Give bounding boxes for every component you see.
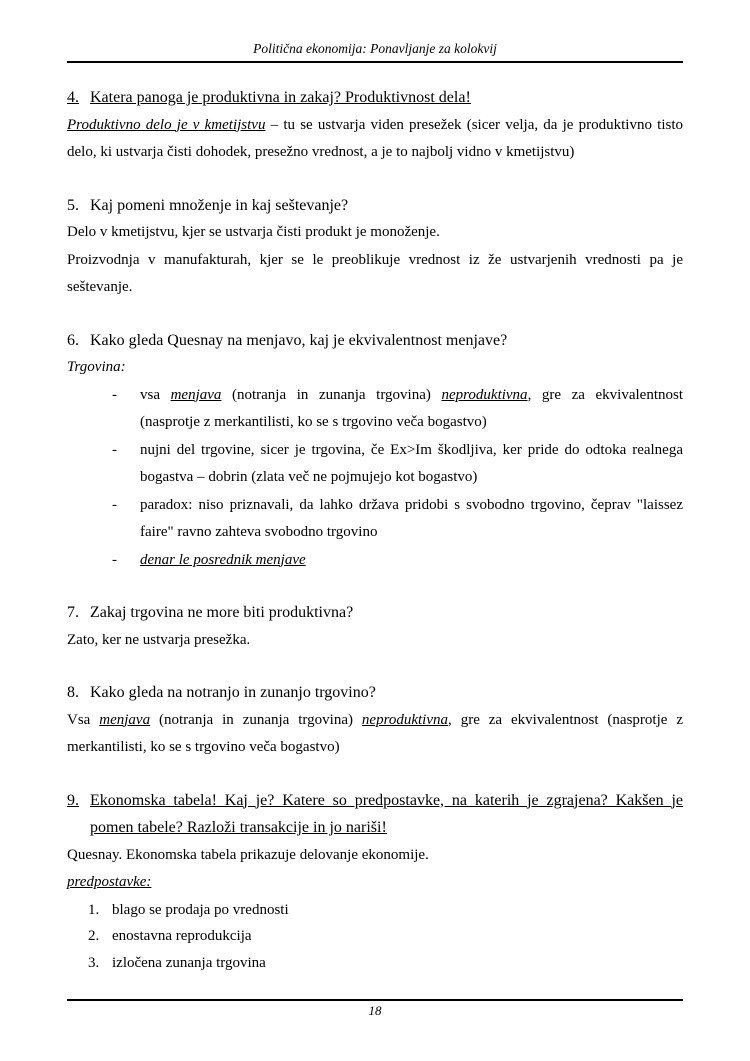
paragraph xyxy=(67,247,683,302)
question-number: 8. xyxy=(67,684,79,701)
bullet-text xyxy=(140,382,683,437)
page-header xyxy=(67,0,683,63)
question-text: Ekonomska tabela! Kaj je? Katere so predpostavke, na katerih je zgrajena? Kakšen je pomen tabele? Razloži transakcije in jo nariši! xyxy=(90,791,683,836)
text-run: menjava xyxy=(99,711,151,728)
document-body xyxy=(67,62,683,976)
question-number: 4. xyxy=(67,89,79,106)
text-run: Zato, ker ne ustvarja presežka. xyxy=(67,631,251,648)
text-run: vsa xyxy=(140,386,171,403)
paragraph xyxy=(67,627,683,655)
question-number: 7. xyxy=(67,604,79,621)
item-text: izločena zunanja trgovina xyxy=(112,954,266,971)
item-text: blago se prodaja po vrednosti xyxy=(112,901,289,918)
text-run: Quesnay. Ekonomska tabela prikazuje delovanje ekonomije. xyxy=(67,846,429,863)
text-run: (notranja in zunanja trgovina) xyxy=(221,386,442,403)
text-run: , gre za ekvivalentnost (nasprotje z merkantilisti, ko se s trgovino veča bogastvo) xyxy=(67,711,684,755)
question-heading xyxy=(67,679,683,707)
bullet-list xyxy=(67,382,683,575)
question-heading xyxy=(67,327,683,355)
numbered-item xyxy=(67,897,683,924)
question-heading xyxy=(67,787,683,842)
item-text: enostavna reprodukcija xyxy=(112,928,252,944)
bullet-dash: - xyxy=(112,386,117,403)
bullet-dash: - xyxy=(112,496,117,513)
bullet-text xyxy=(140,492,683,547)
question-number: 9. xyxy=(67,791,79,809)
bullet-item xyxy=(67,547,683,575)
text-run: nujni del trgovine, sicer je trgovina, če Ex>Im škodljiva, ker pride do odtoka realnega bogastva – dobrin (zlata več ne pojmujejo kot bogastvo) xyxy=(140,441,683,485)
text-run: Delo v kmetijstvu, kjer se ustvarja čisti produkt je monoženje. xyxy=(67,224,440,240)
page-footer xyxy=(67,999,683,1020)
text-run: predpostavke: xyxy=(67,874,152,890)
text-run: paradox: niso priznavali, da lahko država pridobi s svobodno trgovino, čeprav "laissez faire" ravno zahteva svobodno trgovino xyxy=(140,496,683,540)
text-run: neproduktivna xyxy=(361,711,449,728)
paragraph xyxy=(67,354,683,382)
bullet-text xyxy=(140,547,683,575)
question-heading xyxy=(67,599,683,627)
bullet-item xyxy=(67,492,683,547)
question-heading xyxy=(67,84,683,112)
question-heading xyxy=(67,192,683,220)
header-title: Politična ekonomija: Ponavljanje za kolokvij xyxy=(253,41,497,56)
bullet-item xyxy=(67,382,683,437)
question-text: Kako gleda na notranjo in zunanjo trgovino? xyxy=(90,684,376,701)
paragraph xyxy=(67,112,683,167)
bullet-dash: - xyxy=(112,551,117,568)
text-run: (notranja in zunanja trgovina) xyxy=(150,711,362,728)
question-text: Katera panoga je produktivna in zakaj? Produktivnost dela! xyxy=(90,89,471,106)
question-text: Kako gleda Quesnay na menjavo, kaj je ekvivalentnost menjave? xyxy=(90,331,508,349)
paragraph xyxy=(67,219,683,247)
text-run: , gre za ekvivalentnost (nasprotje z merkantilisti, ko se s trgovino veča bogastvo) xyxy=(140,386,683,430)
bullet-item xyxy=(67,437,683,492)
text-run: Produktivno delo je v kmetijstvu xyxy=(67,116,266,133)
numbered-item xyxy=(67,923,683,950)
item-number: 2. xyxy=(88,928,100,944)
text-run: Proizvodnja v manufakturah, kjer se le preoblikuje vrednost iz že ustvarjenih vrednosti pa je seštevanje. xyxy=(67,251,683,295)
item-number: 3. xyxy=(88,954,100,971)
text-run: Trgovina: xyxy=(67,359,126,375)
text-run: denar le posrednik menjave xyxy=(140,551,306,568)
numbered-list xyxy=(67,897,683,977)
question-number: 5. xyxy=(67,196,79,214)
numbered-item xyxy=(67,950,683,977)
text-run: neproduktivna xyxy=(441,386,528,403)
text-run: Vsa xyxy=(67,711,100,728)
text-run: menjava xyxy=(170,386,222,403)
question-text: Kaj pomeni množenje in kaj seštevanje? xyxy=(90,196,349,214)
question-text: Zakaj trgovina ne more biti produktivna? xyxy=(90,604,354,621)
paragraph xyxy=(67,707,683,762)
item-number: 1. xyxy=(88,901,100,918)
page-number: 18 xyxy=(368,1003,382,1018)
question-number: 6. xyxy=(67,331,79,349)
paragraph xyxy=(67,842,683,870)
text-run: – tu se ustvarja viden presežek (sicer velja, da je produktivno tisto delo, ki ustvarja čisti dohodek, presežno vrednost, a je to najbolj vidno v kmetijstvu) xyxy=(67,116,683,160)
paragraph xyxy=(67,869,683,897)
bullet-text xyxy=(140,437,683,492)
bullet-dash: - xyxy=(112,441,117,458)
